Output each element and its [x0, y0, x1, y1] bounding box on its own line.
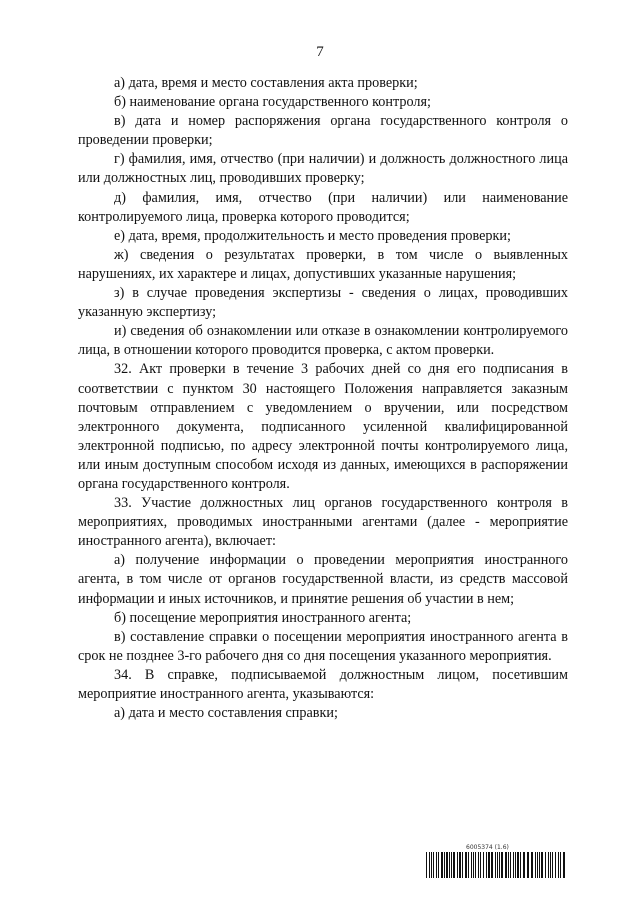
paragraph: з) в случае проведения экспертизы - сведения о лицах, проводивших указанную экспертизу; [78, 285, 568, 321]
paragraph: а) получение информации о проведении мероприятия иностранного агента, в том числе от органов государственной власти, из средств массовой информации и иных источников, и принятие решения об участии в нем; [78, 552, 568, 607]
paragraph: 34. В справке, подписываемой должностным лицом, посетившим мероприятие иностранного агента, указываются: [78, 666, 568, 702]
paragraph: а) дата, время и место составления акта проверки; [114, 75, 418, 91]
paragraph: 32. Акт проверки в течение 3 рабочих дней со дня его подписания в соответствии с пунктом 30 настоящего Положения направляется заказным почтовым отправлением с уведомлением о вручении, или посредством электронного документа, подписанного усиленной квалифицированной электронной подписью, по адресу электронной почты контролируемого лица, или иным доступным способом исходя из данных, имеющихся в распоряжении органа государственного контроля. [78, 361, 568, 492]
paragraph: д) фамилия, имя, отчество (при наличии) или наименование контролируемого лица, проверка которого проводится; [78, 189, 568, 225]
paragraph: ж) сведения о результатах проверки, в том числе о выявленных нарушениях, их характере и лицах, допустивших указанные нарушения; [78, 246, 568, 282]
barcode-bars-icon [426, 852, 568, 878]
paragraph: а) дата и место составления справки; [114, 705, 338, 722]
barcode-code: 6005374 (1.6) [466, 844, 509, 851]
paragraph: в) составление справки о посещении мероприятия иностранного агента в срок не позднее 3-го рабочего дня со дня посещения указанного мероприятия. [78, 628, 568, 664]
paragraph: б) посещение мероприятия иностранного агента; [114, 609, 412, 626]
paragraph: б) наименование органа государственного контроля; [114, 94, 431, 111]
paragraph: в) дата и номер распоряжения органа государственного контроля о проведении проверки; [78, 113, 568, 149]
paragraph: е) дата, время, продолжительность и место проведения проверки; [114, 227, 511, 244]
page-number: 7 [316, 44, 324, 60]
paragraph: и) сведения об ознакомлении или отказе в ознакомлении контролируемого лица, в отношении которого проводится проверка, с актом проверки. [78, 323, 568, 359]
document-body [78, 74, 568, 723]
barcode [426, 844, 568, 878]
paragraph: г) фамилия, имя, отчество (при наличии) и должность должностного лица или должностных лиц, проводивших проверку; [78, 151, 568, 187]
paragraph: 33. Участие должностных лиц органов государственного контроля в мероприятиях, проводимых иностранными агентами (далее - мероприятие иностранного агента), включает: [78, 495, 568, 550]
